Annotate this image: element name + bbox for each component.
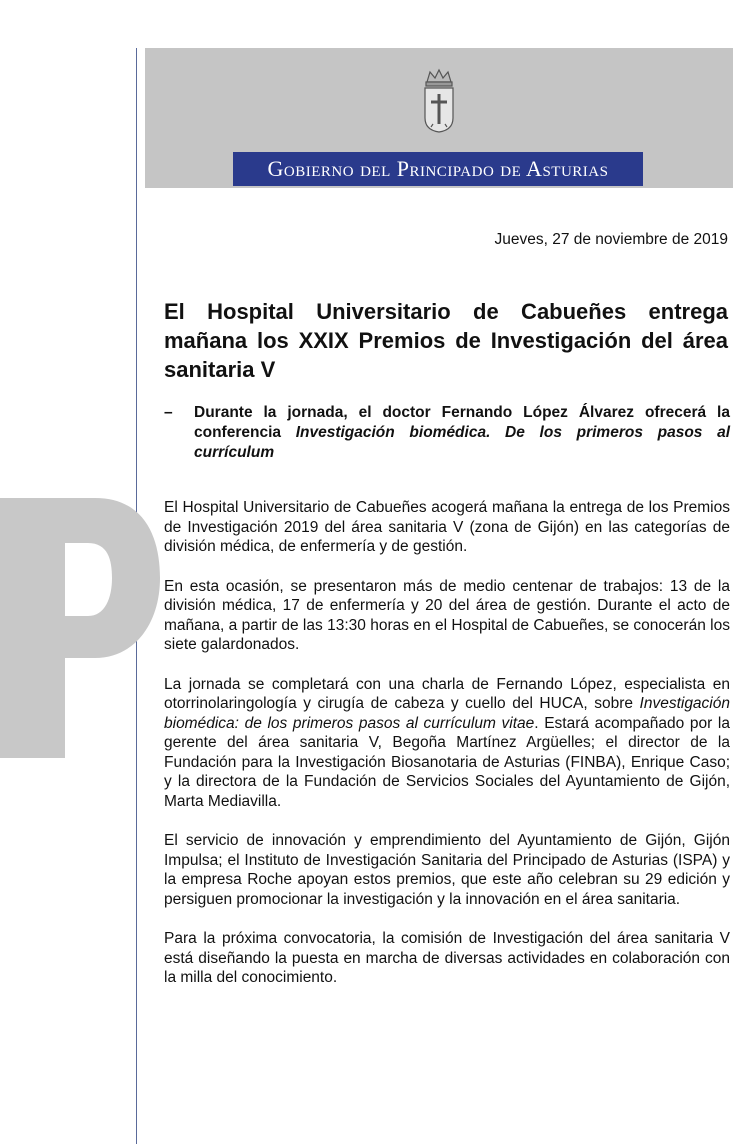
paragraph-1: El Hospital Universitario de Cabueñes acogerá mañana la entrega de los Premios de Investigación 2019 del área sanitaria V (zona de Gijón) en las categorías de división médica, de enfermería y de gestión.: [164, 499, 730, 555]
asturias-crest-icon: [421, 68, 457, 134]
paragraph-3: [164, 675, 730, 812]
press-date: Jueves, 27 de noviembre de 2019: [494, 231, 728, 248]
paragraph-4: El servicio de innovación y emprendimiento del Ayuntamiento de Gijón, Gijón Impulsa; el Instituto de Investigación Sanitaria del Principado de Asturias (ISPA) y la empresa Roche apoyan estos premios, que este año celebran su 29 edición y persiguen promocionar la investigación y la innovación en el área sanitaria.: [164, 832, 730, 908]
paragraph-3-rest: . Estará acompañado por la gerente del área sanitaria V, Begoña Martínez Argüelles; el director de la Fundación para la Investigación Biosanotaria de Asturias (FINBA), Enrique Caso; y la directora de la Fundación de Servicios Sociales del Ayuntamiento de Gijón, Marta Mediavilla.: [164, 714, 730, 810]
government-band: [233, 152, 643, 186]
press-p-watermark-icon: [0, 498, 160, 758]
government-name: Gobierno del Principado de Asturias: [267, 156, 609, 181]
article-body: [164, 498, 730, 1008]
government-header: [145, 48, 733, 188]
bullet-dash: –: [164, 404, 173, 421]
subheadline-italic: Investigación biomédica. De los primeros pasos al currículum: [194, 424, 731, 461]
paragraph-3-italic: Investigación biomédica: de los primeros pasos al currículum vitae: [164, 695, 730, 732]
subheadline-text: [194, 403, 730, 463]
headline: El Hospital Universitario de Cabueñes entrega mañana los XXIX Premios de Investigación del área sanitaria V: [164, 299, 728, 382]
paragraph-3-lead: La jornada se completará con una charla de Fernando López, especialista en otorrinolaringología y cirugía de cabeza y cuello del HUCA, sobre: [164, 675, 730, 712]
paragraph-5: Para la próxima convocatoria, la comisión de Investigación del área sanitaria V está diseñando la puesta en marcha de diversas actividades en colaboración con la milla del conocimiento.: [164, 930, 730, 986]
paragraph-2: En esta ocasión, se presentaron más de medio centenar de trabajos: 13 de la división médica, 17 de enfermería y 20 del área de gestión. Durante el acto de mañana, a partir de las 13:30 horas en el Hospital de Cabueñes, se conocerán los siete galardonados.: [164, 577, 730, 653]
subheadline-lead: Durante la jornada, el doctor Fernando López Álvarez ofrecerá la conferencia: [194, 404, 730, 441]
subheadline: [164, 403, 730, 463]
